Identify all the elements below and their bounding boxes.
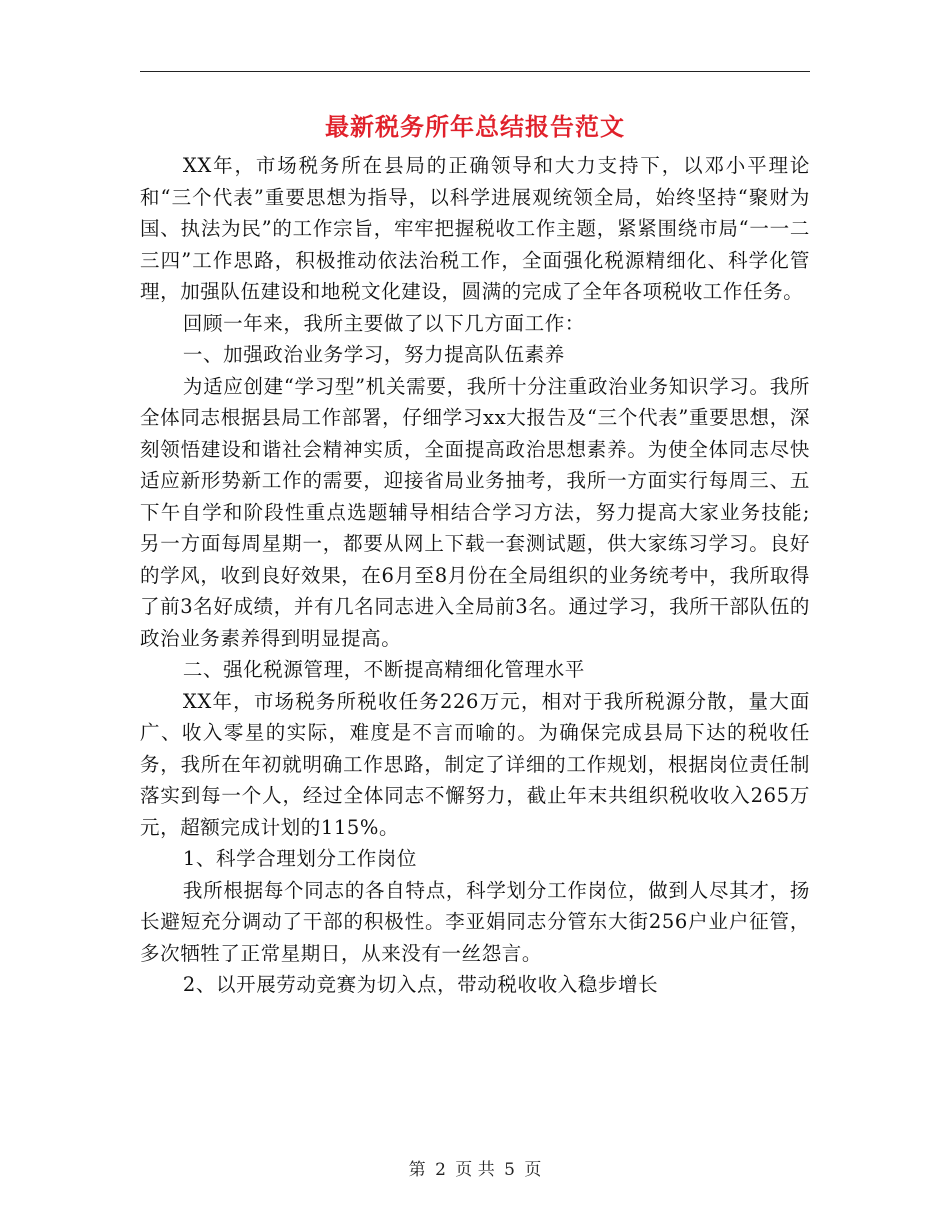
- paragraph-positions: 我所根据每个同志的各自特点，科学划分工作岗位，做到人尽其才，扬长避短充分调动了干部的积极性。李亚娟同志分管东大街256户业户征管，多次牺牲了正常星期日，从来没有一丝怨言。: [140, 878, 810, 965]
- document-title: 最新税务所年总结报告范文: [325, 112, 625, 141]
- subheading-1: 1、科学合理划分工作岗位: [182, 847, 417, 870]
- footer-current-page: 2: [435, 1160, 446, 1180]
- paragraph-intro: XX年，市场税务所在县局的正确领导和大力支持下，以邓小平理论和“三个代表”重要思想为指导，以科学进展观统领全局，始终坚持“聚财为国、执法为民”的工作宗旨，牢牢把握税收工作主题，紧紧围绕市局“一一二三四”工作思路，积极推动依法治税工作，全面强化税源精细化、科学化管理，加强队伍建设和地税文化建设，圆满的完成了全年各项税收工作任务。: [140, 154, 810, 303]
- section-heading-2: 二、强化税源管理，不断提高精细化管理水平: [182, 658, 585, 681]
- subheading-2: 2、以开展劳动竞赛为切入点，带动税收收入稳步增长: [182, 973, 659, 996]
- footer-suffix: 页: [524, 1160, 542, 1180]
- page-footer: [0, 1155, 950, 1180]
- document-body: [140, 150, 810, 1001]
- paragraph-review: 回顾一年来，我所主要做了以下几方面工作：: [182, 311, 585, 335]
- paragraph-study: 为适应创建“学习型”机关需要，我所十分注重政治业务知识学习。我所全体同志根据县局工作部署，仔细学习xx大报告及“三个代表”重要思想，深刻领悟建设和谐社会精神实质，全面提高政治思想素养。为使全体同志尽快适应新形势新工作的需要，迎接省局业务抽考，我所一方面实行每周三、五下午自学和阶段性重点选题辅导相结合学习方法，努力提高大家业务技能;另一方面每周星期一，都要从网上下载一套测试题，供大家练习学习。良好的学风，收到良好效果，在6月至8月份在全局组织的业务统考中，我所取得了前3名好成绩，并有几名同志进入全局前3名。通过学习，我所干部队伍的政治业务素养得到明显提高。: [140, 374, 810, 650]
- footer-total-pages: 5: [504, 1160, 515, 1180]
- section-heading-1: 一、加强政治业务学习，努力提高队伍素养: [182, 343, 565, 366]
- footer-prefix: 第: [408, 1160, 426, 1180]
- paragraph-tax-task: XX年，市场税务所税收任务226万元，相对于我所税源分散，量大面广、收入零星的实际，难度是不言而喻的。为确保完成县局下达的税收任务，我所在年初就明确工作思路，制定了详细的工作规划，根据岗位责任制落实到每一个人，经过全体同志不懈努力，截止年末共组织税收收入265万元，超额完成计划的115%。: [140, 689, 810, 839]
- footer-middle: 页 共: [455, 1160, 495, 1180]
- header-rule: [140, 71, 810, 72]
